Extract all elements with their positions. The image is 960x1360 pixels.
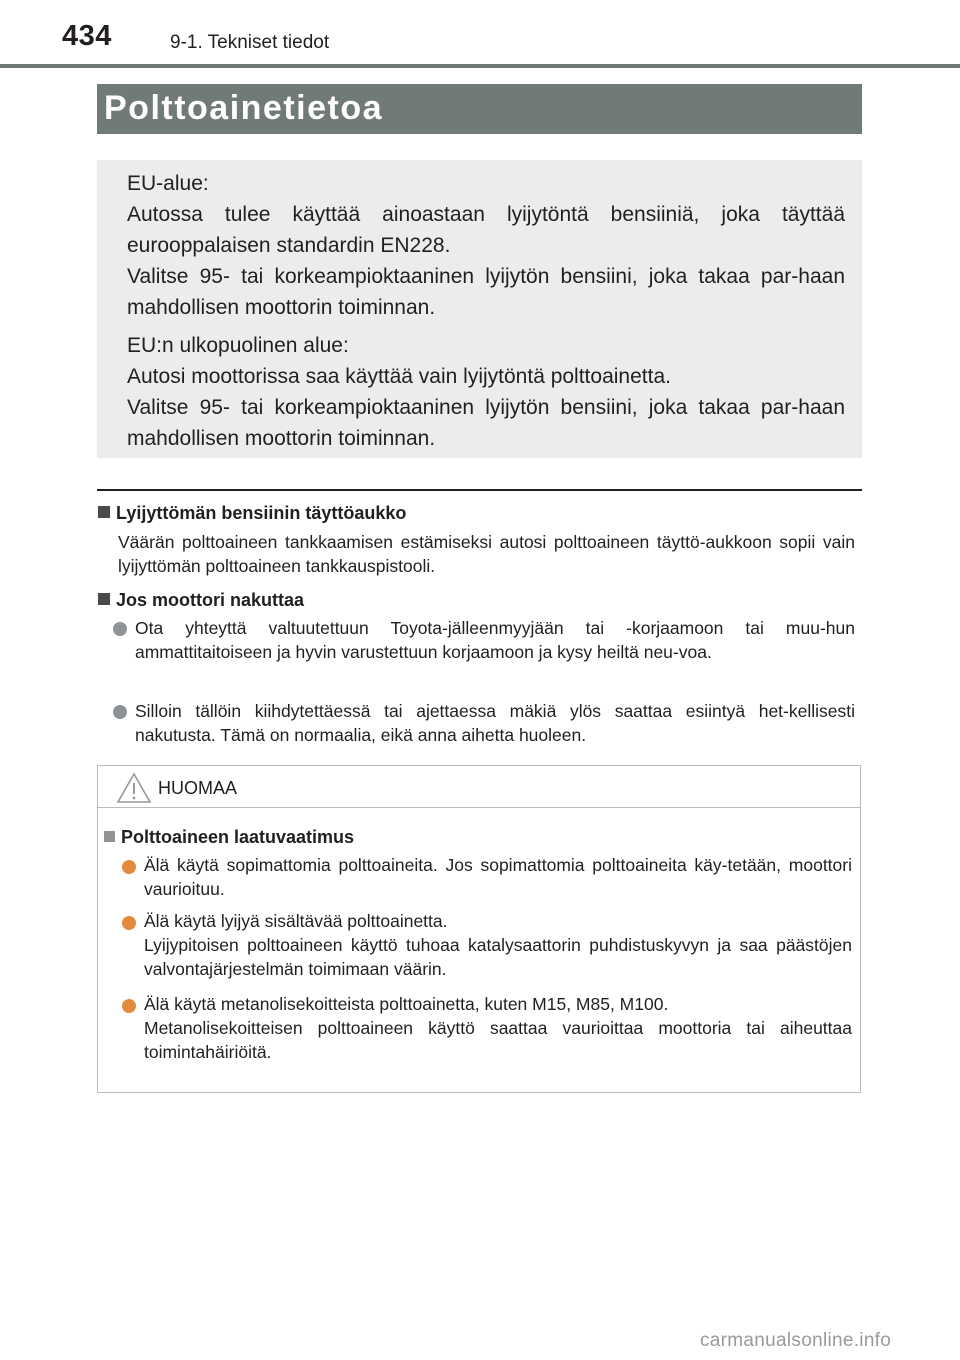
non-eu-text-2: Valitse 95- tai korkeampioktaaninen lyijytön bensiini, joka takaa par-haan mahdollisen moottorin toiminnan. xyxy=(127,396,845,450)
filler-heading: Lyijyttömän bensiinin täyttöaukko xyxy=(98,500,406,526)
notice-item: Älä käytä lyijyä sisältävää polttoainetta. Lyijypitoisen polttoaineen käyttö tuhoaa katalysaattorin puhdistuskyvyn ja saa päästöjen valvontajärjestelmän toimimaan väärin. xyxy=(144,911,852,979)
notice-heading: Polttoaineen laatuvaatimus xyxy=(104,824,354,850)
square-bullet-icon xyxy=(98,593,110,605)
warning-icon xyxy=(116,772,152,804)
header-rule xyxy=(0,64,960,68)
section-label: 9-1. Tekniset tiedot xyxy=(170,32,330,53)
page-header xyxy=(0,0,960,68)
knock-heading: Jos moottori nakuttaa xyxy=(98,587,304,613)
notice-item: Älä käytä sopimattomia polttoaineita. Jos sopimattomia polttoaineita käy-tetään, moottori vaurioituu. xyxy=(144,855,852,899)
eu-block xyxy=(127,168,845,323)
title-bar xyxy=(97,84,862,134)
round-bullet-icon xyxy=(113,705,127,719)
watermark: carmanualsonline.info xyxy=(700,1330,892,1351)
page-number: 434 xyxy=(62,20,112,52)
round-bullet-icon xyxy=(113,622,127,636)
non-eu-text-1: Autosi moottorissa saa käyttää vain lyijytöntä polttoainetta. xyxy=(127,365,671,388)
section-divider xyxy=(97,489,862,491)
notice-box xyxy=(97,765,861,1093)
square-bullet-icon xyxy=(98,506,110,518)
round-bullet-icon xyxy=(122,860,136,874)
square-bullet-icon xyxy=(104,831,115,842)
eu-text-1: Autossa tulee käyttää ainoastaan lyijytöntä bensiiniä, joka täyttää eurooppalaisen standardin EN228. xyxy=(127,203,845,257)
page-title: Polttoainetietoa xyxy=(104,89,384,127)
notice-item: Älä käytä metanolisekoitteista polttoainetta, kuten M15, M85, M100. Metanolisekoitteisen polttoaineen käyttö saattaa vaurioittaa moottoria tai aiheuttaa toimintahäiriöitä. xyxy=(144,994,852,1062)
knock-item: Silloin tällöin kiihdytettäessä tai ajettaessa mäkiä ylös saattaa esiintyä het-kellisesti nakutusta. Tämä on normaalia, eikä anna aihetta huoleen. xyxy=(135,701,855,745)
eu-text-2: Valitse 95- tai korkeampioktaaninen lyijytön bensiini, joka takaa par-haan mahdollisen moottorin toiminnan. xyxy=(127,265,845,319)
round-bullet-icon xyxy=(122,999,136,1013)
non-eu-block xyxy=(127,330,845,454)
knock-item: Ota yhteyttä valtuutettuun Toyota-jälleenmyyjään tai -korjaamoon tai muu-hun ammattitaitoiseen ja hyvin varustettuun korjaamoon ja kysy heiltä neu-voa. xyxy=(135,618,855,662)
fuel-info-box xyxy=(97,160,862,458)
eu-label: EU-alue: xyxy=(127,172,209,195)
notice-header xyxy=(98,766,860,808)
round-bullet-icon xyxy=(122,916,136,930)
filler-text: Väärän polttoaineen tankkaamisen estämiseksi autosi polttoaineen täyttö-aukkoon sopii vain lyijyttömän polttoaineen tankkauspistooli. xyxy=(118,532,855,576)
non-eu-label: EU:n ulkopuolinen alue: xyxy=(127,334,349,357)
notice-label: HUOMAA xyxy=(158,778,238,798)
